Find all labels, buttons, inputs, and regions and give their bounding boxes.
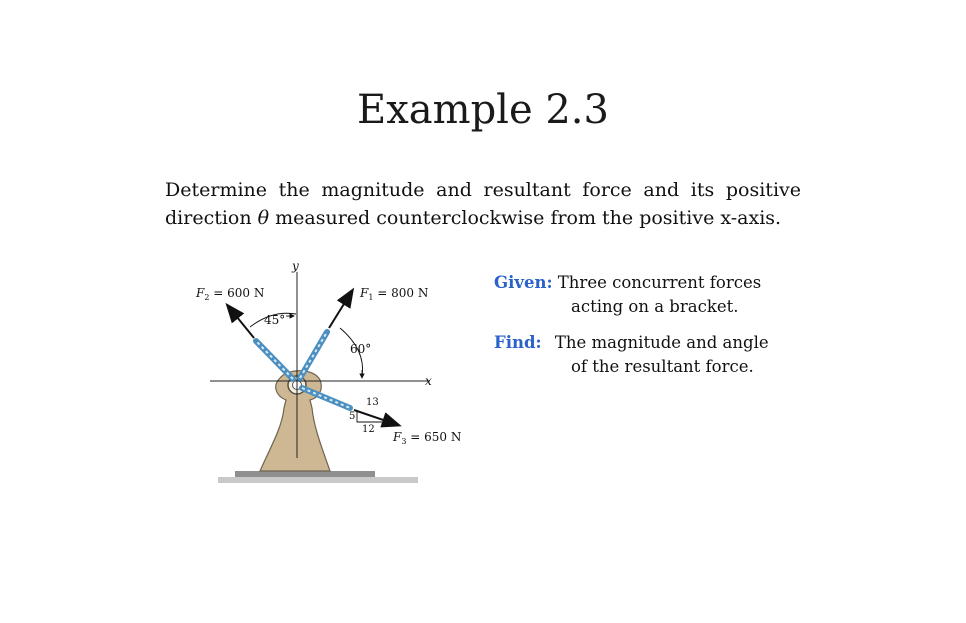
slope-label-13: 13 (366, 397, 379, 408)
arrow-f3 (354, 410, 398, 425)
y-axis-label: y (292, 259, 299, 273)
angle-45-label: 45° (264, 313, 286, 327)
slope-label-5: 5 (349, 411, 356, 422)
given-section (494, 271, 794, 319)
page-title: Example 2.3 (357, 87, 609, 133)
given-text-line-1: Three concurrent forces (557, 273, 762, 292)
find-text-line-1: The magnitude and angle (554, 333, 769, 352)
bracket-figure (190, 258, 480, 498)
slope-label-12: 12 (362, 424, 375, 435)
bracket-diagram (190, 258, 480, 498)
given-find-panel (494, 271, 794, 379)
find-text-line-2: of the resultant force. (571, 357, 754, 376)
problem-line-2-end: measured counterclockwise from the positive x-axis. (269, 207, 782, 229)
problem-line-2-start: direction (165, 207, 258, 229)
arrow-f2 (228, 306, 254, 338)
label-f1: $F_1 = 800$ N (360, 286, 429, 302)
arrow-f1 (329, 291, 352, 328)
label-f3: $F_3 = 650$ N (393, 430, 462, 446)
angle-60-label: 60° (350, 342, 372, 356)
find-section (494, 331, 794, 379)
theta-symbol: θ (257, 207, 270, 229)
ground-base (235, 471, 375, 477)
problem-line-1: Determine the magnitude and resultant force and its positive (165, 179, 801, 201)
given-label: Given: (494, 273, 553, 292)
x-axis-label: x (425, 374, 432, 388)
label-f2: $F_2 = 600$ N (196, 286, 265, 302)
find-label: Find: (494, 333, 542, 352)
given-text-line-2: acting on a bracket. (571, 297, 739, 316)
ground-shadow (218, 477, 418, 483)
problem-statement (165, 176, 801, 232)
problem-line-2 (165, 207, 781, 229)
